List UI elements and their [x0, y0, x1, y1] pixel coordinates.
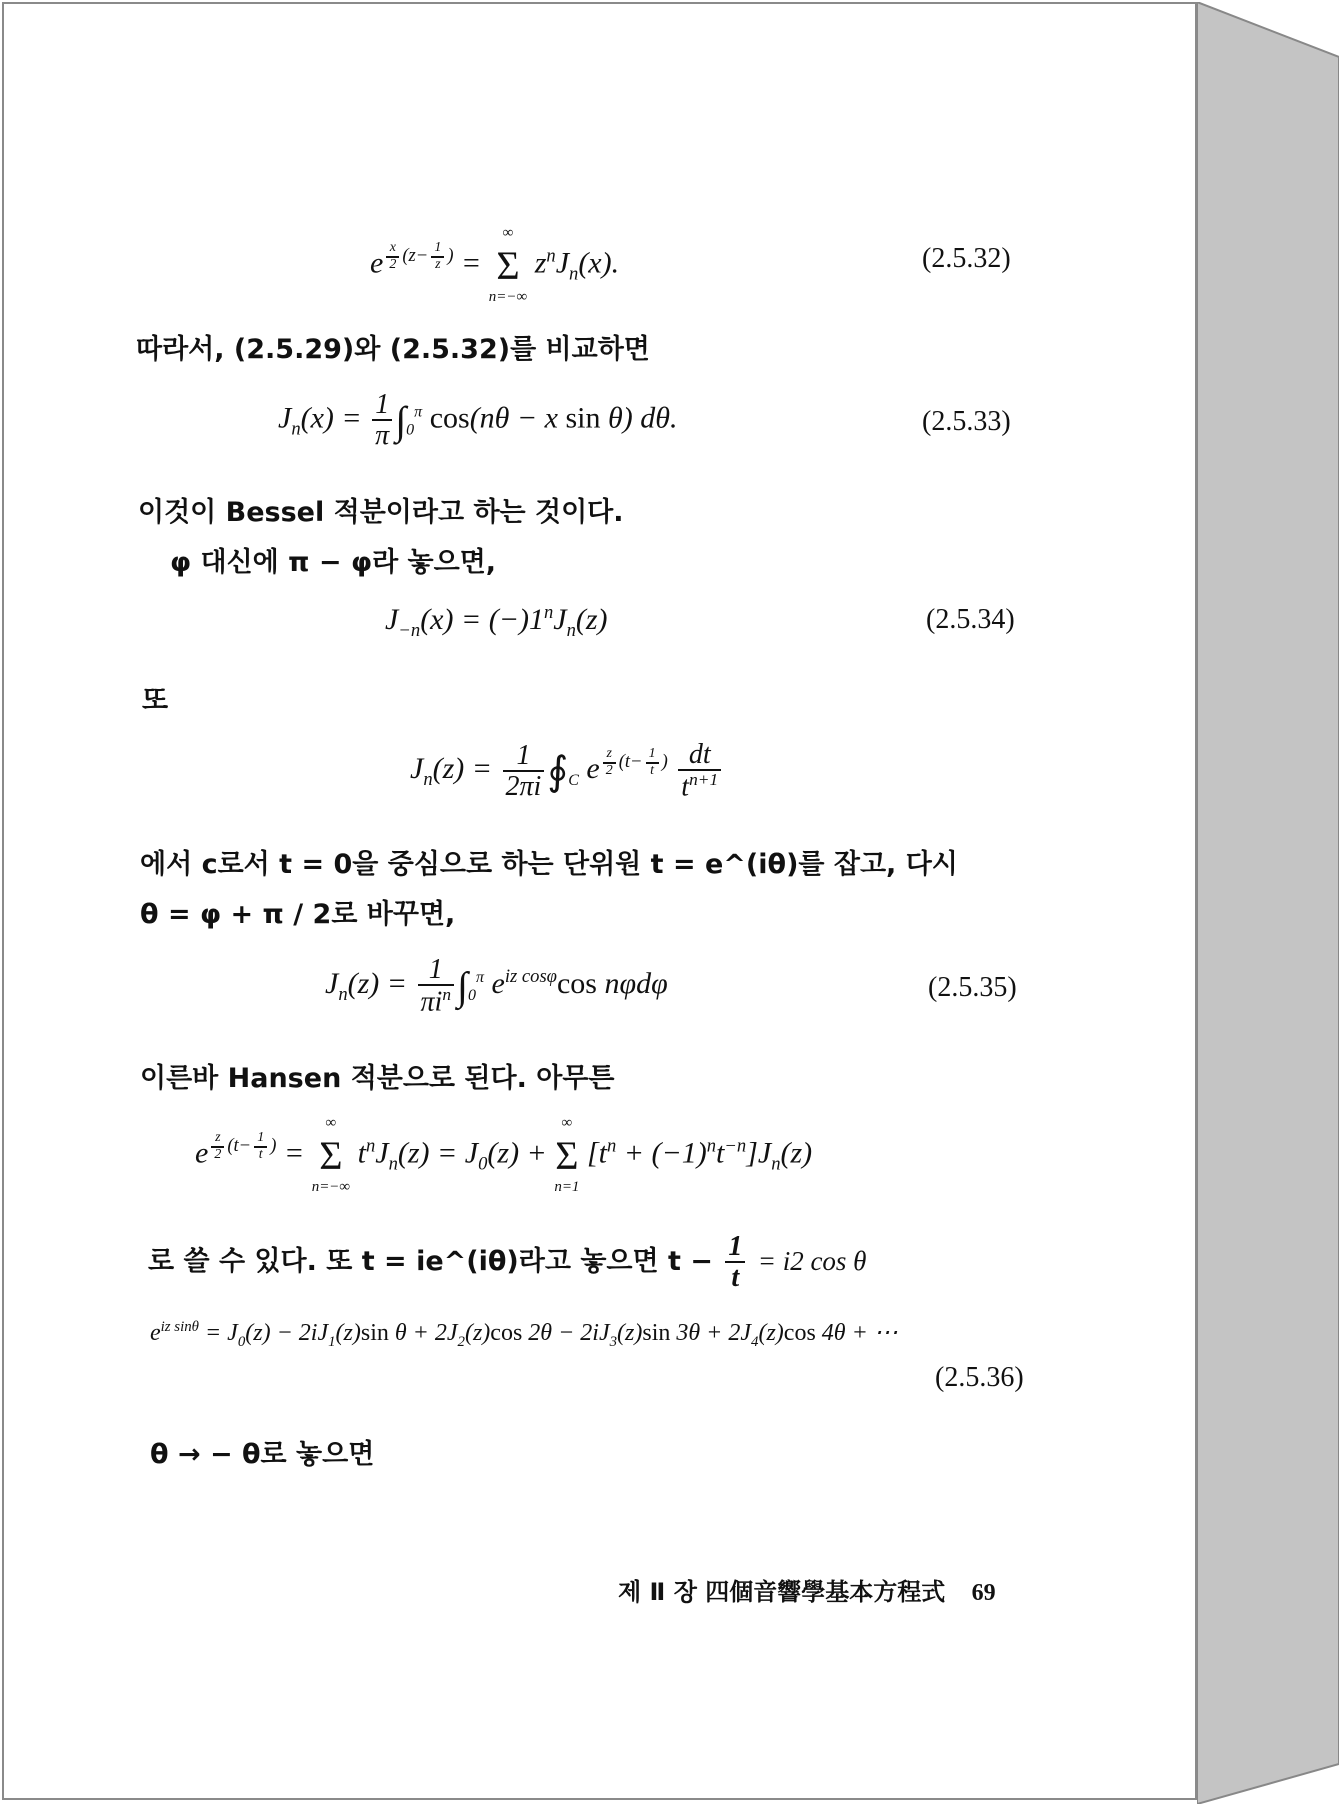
equation-2-5-35: $J_n(z)$ = $\frac{1}{\pi i^n}$ $\int_0^\pi$ $e^{iz cos\varphi}\cos$ nφdφ: [325, 954, 668, 1018]
paragraph-contour-1: 에서 c로서 t = 0을 중심으로 하는 단위원 t = e^(iθ)를 잡고, 다시: [140, 849, 958, 880]
paragraph-phi: φ 대신에 π − φ라 놓으면,: [170, 547, 497, 578]
equation-contour: $J_n(z)$ = $\frac{1}{2\pi i}$ $∮_C$ e $^{\frac{z}{2} (t- \frac{1}{t} )}$ $\frac{dt}{t^{n+1}}$: [410, 740, 724, 802]
equation-2-5-32: e $^{\frac{x}{2} (z- \frac{1}{z} )}$ = ∞ Σ n=−∞ $z^nJ_n(x)$.: [370, 225, 620, 305]
page-number: 69: [971, 1580, 996, 1606]
equation-number: (2.5.33): [922, 406, 1011, 437]
equation-number: (2.5.32): [922, 243, 1011, 274]
equation-number: (2.5.36): [935, 1362, 1024, 1393]
equation-2-5-34: $J_{-n}(x) = (-)1^nJ_n(z)$: [385, 602, 608, 641]
page-footer: [618, 1572, 996, 1607]
chapter-title: 제 Ⅱ 장 四個音響學基本方程式: [618, 1578, 946, 1606]
paragraph-hansen: 이른바 Hansen 적분으로 된다. 아무튼: [140, 1063, 615, 1094]
paragraph-write: 로 쓸 수 있다. 또 t = ie^(iθ)라고 놓으면 t − $\frac{1}{t}$ = i2 cos θ: [148, 1231, 867, 1294]
equation-generating: e $^{\frac{z}{2} (t- \frac{1}{t} )}$ = ∞ Σ n=−∞ $t^nJ_n(z) = J_0(z)$ + ∞ Σ n=1 $[t^n + (-1)^nt^{-n}]J_n(z)$: [195, 1115, 813, 1195]
equation-number: (2.5.35): [928, 972, 1017, 1003]
paragraph-contour-2: θ = φ + π / 2로 바꾸면,: [140, 899, 456, 930]
page-edge-stack: [1197, 2, 1339, 1804]
equation-number: (2.5.34): [926, 604, 1015, 635]
equation-2-5-36: $e^{iz sin\theta} = J_0(z) - 2iJ_1(z)\sin$ $\theta + 2J_2(z)\cos$ $2\theta - 2iJ_3(z)\sin$ $3\theta + 2J_4(z)\cos$ 4θ + ⋯: [150, 1319, 898, 1350]
paragraph-bessel: 이것이 Bessel 적분이라고 하는 것이다.: [138, 497, 624, 528]
paragraph-compare: 따라서, (2.5.29)와 (2.5.32)를 비교하면: [136, 334, 650, 365]
equation-2-5-33: $J_n(x)$ = $\frac{1}{\pi}$ $\int_0^\pi$ cos(nθ − x sin θ) dθ.: [278, 389, 678, 452]
paragraph-also: 또: [142, 685, 169, 716]
paragraph-theta: θ → − θ로 놓으면: [150, 1439, 375, 1470]
